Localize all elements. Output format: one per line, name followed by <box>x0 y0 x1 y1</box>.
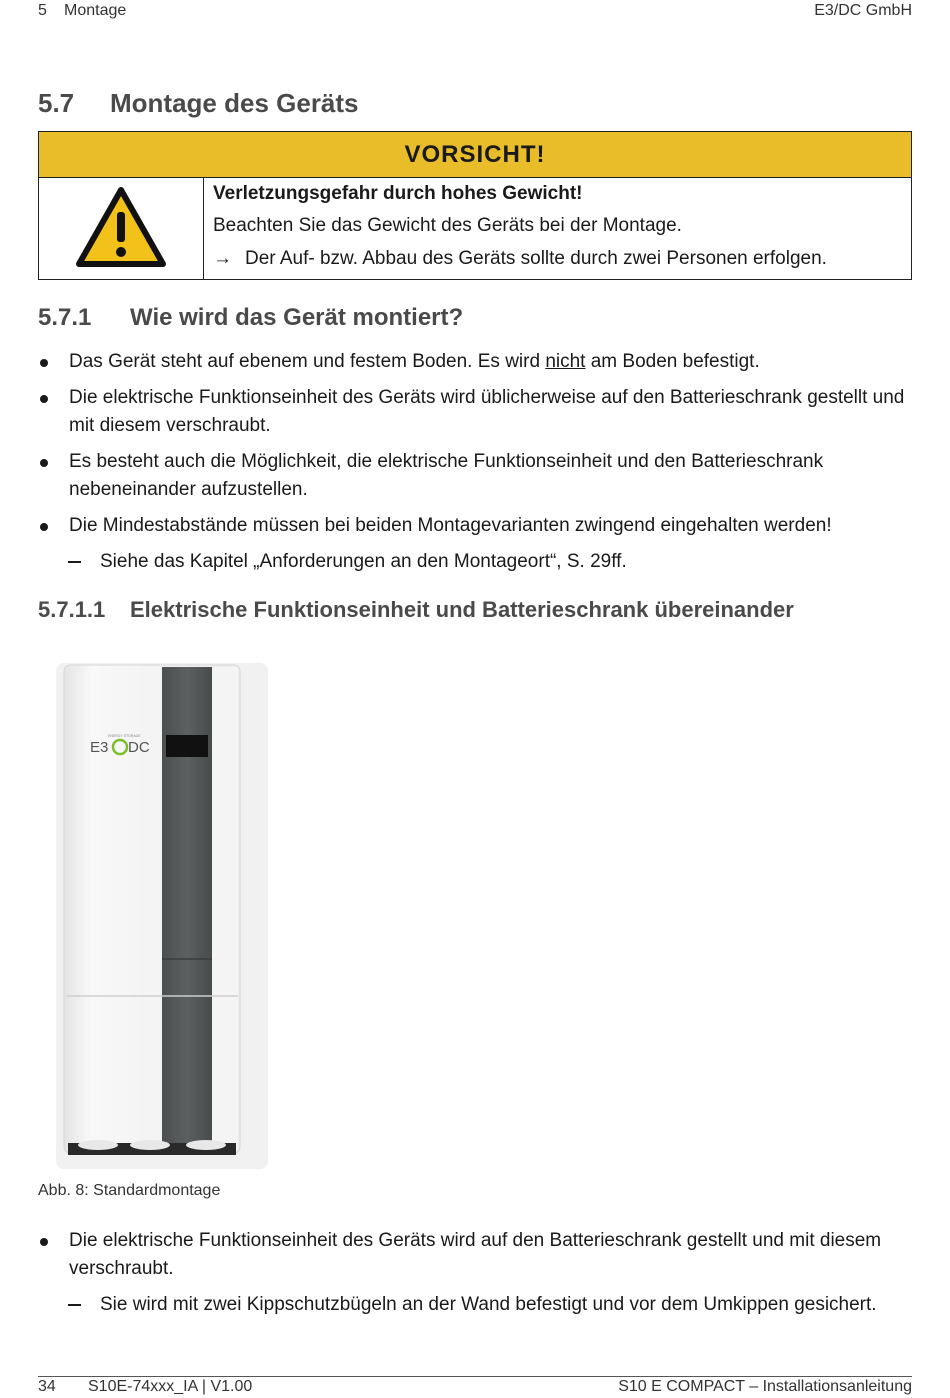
subsubsection-title: Elektrische Funktionseinheit und Batterieschrank übereinander <box>130 597 794 622</box>
warning-heading: Verletzungsgefahr durch hohes Gewicht! <box>213 183 583 204</box>
bullet-icon <box>40 359 48 367</box>
running-header-chapter <box>38 2 126 20</box>
chapter-title: Montage <box>64 2 127 19</box>
underlined-word: nicht <box>545 351 586 372</box>
bottom-bullet-list <box>38 1227 918 1327</box>
sub-list-item: Sie wird mit zwei Kippschutzbügeln an der Wand befestigt und vor dem Umkippen gesichert. <box>38 1291 918 1319</box>
warning-triangle-icon <box>75 186 167 268</box>
section-title: Montage des Geräts <box>110 88 359 118</box>
logo-tagline: ENERGY STORAGE <box>108 734 141 738</box>
list-item: Die elektrische Funktionseinheit des Geräts wird üblicherweise auf den Batterieschrank gestellt und mit diesem verschraubt. <box>38 384 918 440</box>
subsection-number: 5.7.1 <box>38 304 92 331</box>
footer-rule <box>38 1376 912 1377</box>
warning-action <box>213 248 901 270</box>
chapter-number: 5 <box>38 2 47 19</box>
warning-action-text: Der Auf- bzw. Abbau des Geräts sollte durch zwei Personen erfolgen. <box>245 248 827 269</box>
running-header-company: E3/DC GmbH <box>814 2 912 19</box>
mounting-bullet-list <box>38 348 918 584</box>
footer-left <box>38 1378 252 1396</box>
section-heading <box>38 88 359 119</box>
list-item: Die elektrische Funktionseinheit des Geräts wird auf den Batterieschrank gestellt und mit diesem verschraubt. <box>38 1227 918 1283</box>
subsection-heading <box>38 304 463 332</box>
doc-id: S10E-74xxx_IA | V1.00 <box>88 1378 253 1395</box>
list-item: Es besteht auch die Möglichkeit, die elektrische Funktionseinheit und den Batterieschrank nebeneinander aufzustellen. <box>38 448 918 504</box>
list-item: Das Gerät steht auf ebenem und festem Boden. Es wird nicht am Boden befestigt. <box>38 348 918 376</box>
bullet-icon <box>40 523 48 531</box>
bullet-icon <box>40 1238 48 1246</box>
dash-icon <box>68 1304 81 1306</box>
list-item: Die Mindestabstände müssen bei beiden Montagevarianten zwingend eingehalten werden! <box>38 512 918 540</box>
bullet-icon <box>40 459 48 467</box>
warning-message: Beachten Sie das Gewicht des Geräts bei der Montage. <box>213 215 682 236</box>
sub-list-item: Siehe das Kapitel „Anforderungen an den Montageort“, S. 29ff. <box>38 548 918 576</box>
subsection-title: Wie wird das Gerät montiert? <box>130 304 464 331</box>
dash-icon <box>68 561 81 563</box>
page-number: 34 <box>38 1378 56 1395</box>
figure-caption: Abb. 8: Standardmontage <box>38 1182 221 1199</box>
logo-text-right: DC <box>128 739 150 756</box>
logo-text-left: E3 <box>90 739 109 756</box>
section-number: 5.7 <box>38 88 75 118</box>
arrow-right-icon: → <box>213 248 232 269</box>
bullet-icon <box>40 395 48 403</box>
doc-title: S10 E COMPACT – Installationsanleitung <box>618 1378 912 1395</box>
subsubsection-heading <box>38 597 794 623</box>
device-figure <box>38 655 278 1175</box>
warning-title: VORSICHT! <box>39 132 911 178</box>
warning-icon-cell <box>39 178 204 279</box>
subsubsection-number: 5.7.1.1 <box>38 597 106 622</box>
warning-text <box>213 178 901 270</box>
warning-box <box>38 131 912 280</box>
storage-device-image <box>38 655 278 1175</box>
